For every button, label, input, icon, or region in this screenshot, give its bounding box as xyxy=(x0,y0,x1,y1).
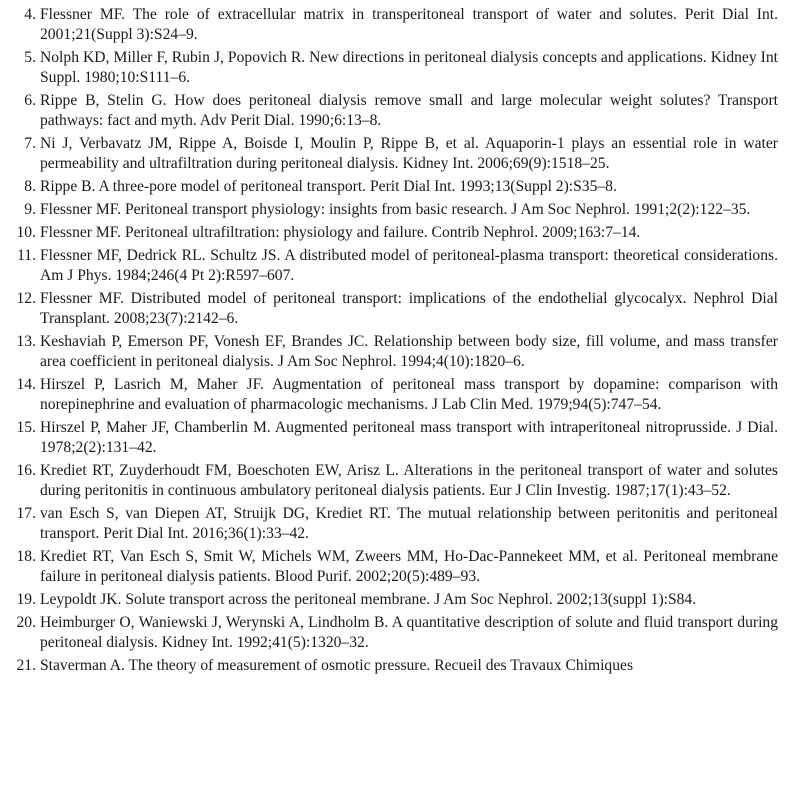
reference-number: 7. xyxy=(24,135,36,152)
reference-number: 11. xyxy=(17,247,36,264)
reference-item xyxy=(0,332,778,372)
reference-item xyxy=(0,91,778,131)
reference-text: van Esch S, van Diepen AT, Struijk DG, Krediet RT. The mutual relationship between peritonitis and peritoneal transport. Perit Dial Int. 2016;36(1):33–42. xyxy=(40,505,778,542)
reference-text: Krediet RT, Zuyderhoudt FM, Boeschoten EW, Arisz L. Alterations in the peritoneal transport of water and solutes during peritonitis in continuous ambulatory peritoneal dialysis patients. Eur J Clin Investig. 1987;17(1):43–52. xyxy=(40,462,778,499)
reference-item xyxy=(0,289,778,329)
reference-text: Flessner MF. The role of extracellular matrix in transperitoneal transport of water and solutes. Perit Dial Int. 2001;21(Suppl 3):S24–9. xyxy=(40,6,778,43)
reference-text: Krediet RT, Van Esch S, Smit W, Michels WM, Zweers MM, Ho-Dac-Pannekeet MM, et al. Peritoneal membrane failure in peritoneal dialysis patients. Blood Purif. 2002;20(5):489–93. xyxy=(40,548,778,585)
reference-list xyxy=(0,5,778,679)
reference-text: Keshaviah P, Emerson PF, Vonesh EF, Brandes JC. Relationship between body size, fill volume, and mass transfer area coefficient in peritoneal dialysis. J Am Soc Nephrol. 1994;4(10):1820–6. xyxy=(40,333,778,370)
reference-item xyxy=(0,48,778,88)
reference-text: Flessner MF. Peritoneal ultrafiltration: physiology and failure. Contrib Nephrol. 2009;163:7–14. xyxy=(40,224,641,241)
reference-number: 17. xyxy=(16,505,36,522)
reference-item xyxy=(0,418,778,458)
reference-item xyxy=(0,461,778,501)
reference-item xyxy=(0,5,778,45)
reference-text: Flessner MF. Peritoneal transport physiology: insights from basic research. J Am Soc Nephrol. 1991;2(2):122–35. xyxy=(40,201,751,218)
reference-item xyxy=(0,177,778,197)
reference-text: Flessner MF. Distributed model of peritoneal transport: implications of the endothelial glycocalyx. Nephrol Dial Transplant. 2008;23(7):2142–6. xyxy=(40,290,778,327)
reference-text: Hirszel P, Lasrich M, Maher JF. Augmentation of peritoneal mass transport by dopamine: comparison with norepinephrine and evaluation of pharmacologic mechanisms. J Lab Clin Med. 1979;94(5):747–54. xyxy=(40,376,778,413)
reference-number: 16. xyxy=(16,462,36,479)
reference-number: 8. xyxy=(24,178,36,195)
reference-number: 5. xyxy=(24,49,36,66)
reference-text: Flessner MF, Dedrick RL. Schultz JS. A distributed model of peritoneal-plasma transport: theoretical considerations. Am J Phys. 1984;246(4 Pt 2):R597–607. xyxy=(40,247,778,284)
reference-number: 4. xyxy=(24,6,36,23)
reference-item xyxy=(0,656,778,676)
reference-item xyxy=(0,134,778,174)
reference-number: 18. xyxy=(16,548,36,565)
reference-item xyxy=(0,590,778,610)
reference-text: Heimburger O, Waniewski J, Werynski A, Lindholm B. A quantitative description of solute and fluid transport during peritoneal dialysis. Kidney Int. 1992;41(5):1320–32. xyxy=(40,614,778,651)
reference-number: 12. xyxy=(16,290,36,307)
reference-number: 15. xyxy=(16,419,36,436)
reference-number: 10. xyxy=(16,224,36,241)
reference-item xyxy=(0,375,778,415)
reference-item xyxy=(0,223,778,243)
reference-text: Hirszel P, Maher JF, Chamberlin M. Augmented peritoneal mass transport with intraperitoneal nitroprusside. J Dial. 1978;2(2):131–42. xyxy=(40,419,778,456)
reference-number: 19. xyxy=(16,591,36,608)
reference-number: 6. xyxy=(24,92,36,109)
reference-number: 9. xyxy=(24,201,36,218)
reference-item xyxy=(0,200,778,220)
reference-item xyxy=(0,613,778,653)
reference-text: Staverman A. The theory of measurement of osmotic pressure. Recueil des Travaux Chimiques xyxy=(40,657,634,674)
reference-number: 14. xyxy=(16,376,36,393)
reference-text: Nolph KD, Miller F, Rubin J, Popovich R. New directions in peritoneal dialysis concepts and applications. Kidney Int Suppl. 1980;10:S111–6. xyxy=(40,49,778,86)
reference-item xyxy=(0,246,778,286)
reference-item xyxy=(0,504,778,544)
reference-item xyxy=(0,547,778,587)
reference-number: 13. xyxy=(16,333,36,350)
reference-text: Rippe B. A three-pore model of peritoneal transport. Perit Dial Int. 1993;13(Suppl 2):S35–8. xyxy=(40,178,617,195)
reference-text: Ni J, Verbavatz JM, Rippe A, Boisde I, Moulin P, Rippe B, et al. Aquaporin-1 plays an essential role in water permeability and ultrafiltration during peritoneal dialysis. Kidney Int. 2006;69(9):1518–25. xyxy=(40,135,778,172)
reference-text: Leypoldt JK. Solute transport across the peritoneal membrane. J Am Soc Nephrol. 2002;13(suppl 1):S84. xyxy=(40,591,697,608)
reference-text: Rippe B, Stelin G. How does peritoneal dialysis remove small and large molecular weight solutes? Transport pathways: fact and myth. Adv Perit Dial. 1990;6:13–8. xyxy=(40,92,778,129)
reference-number: 20. xyxy=(16,614,36,631)
reference-number: 21. xyxy=(16,657,36,674)
